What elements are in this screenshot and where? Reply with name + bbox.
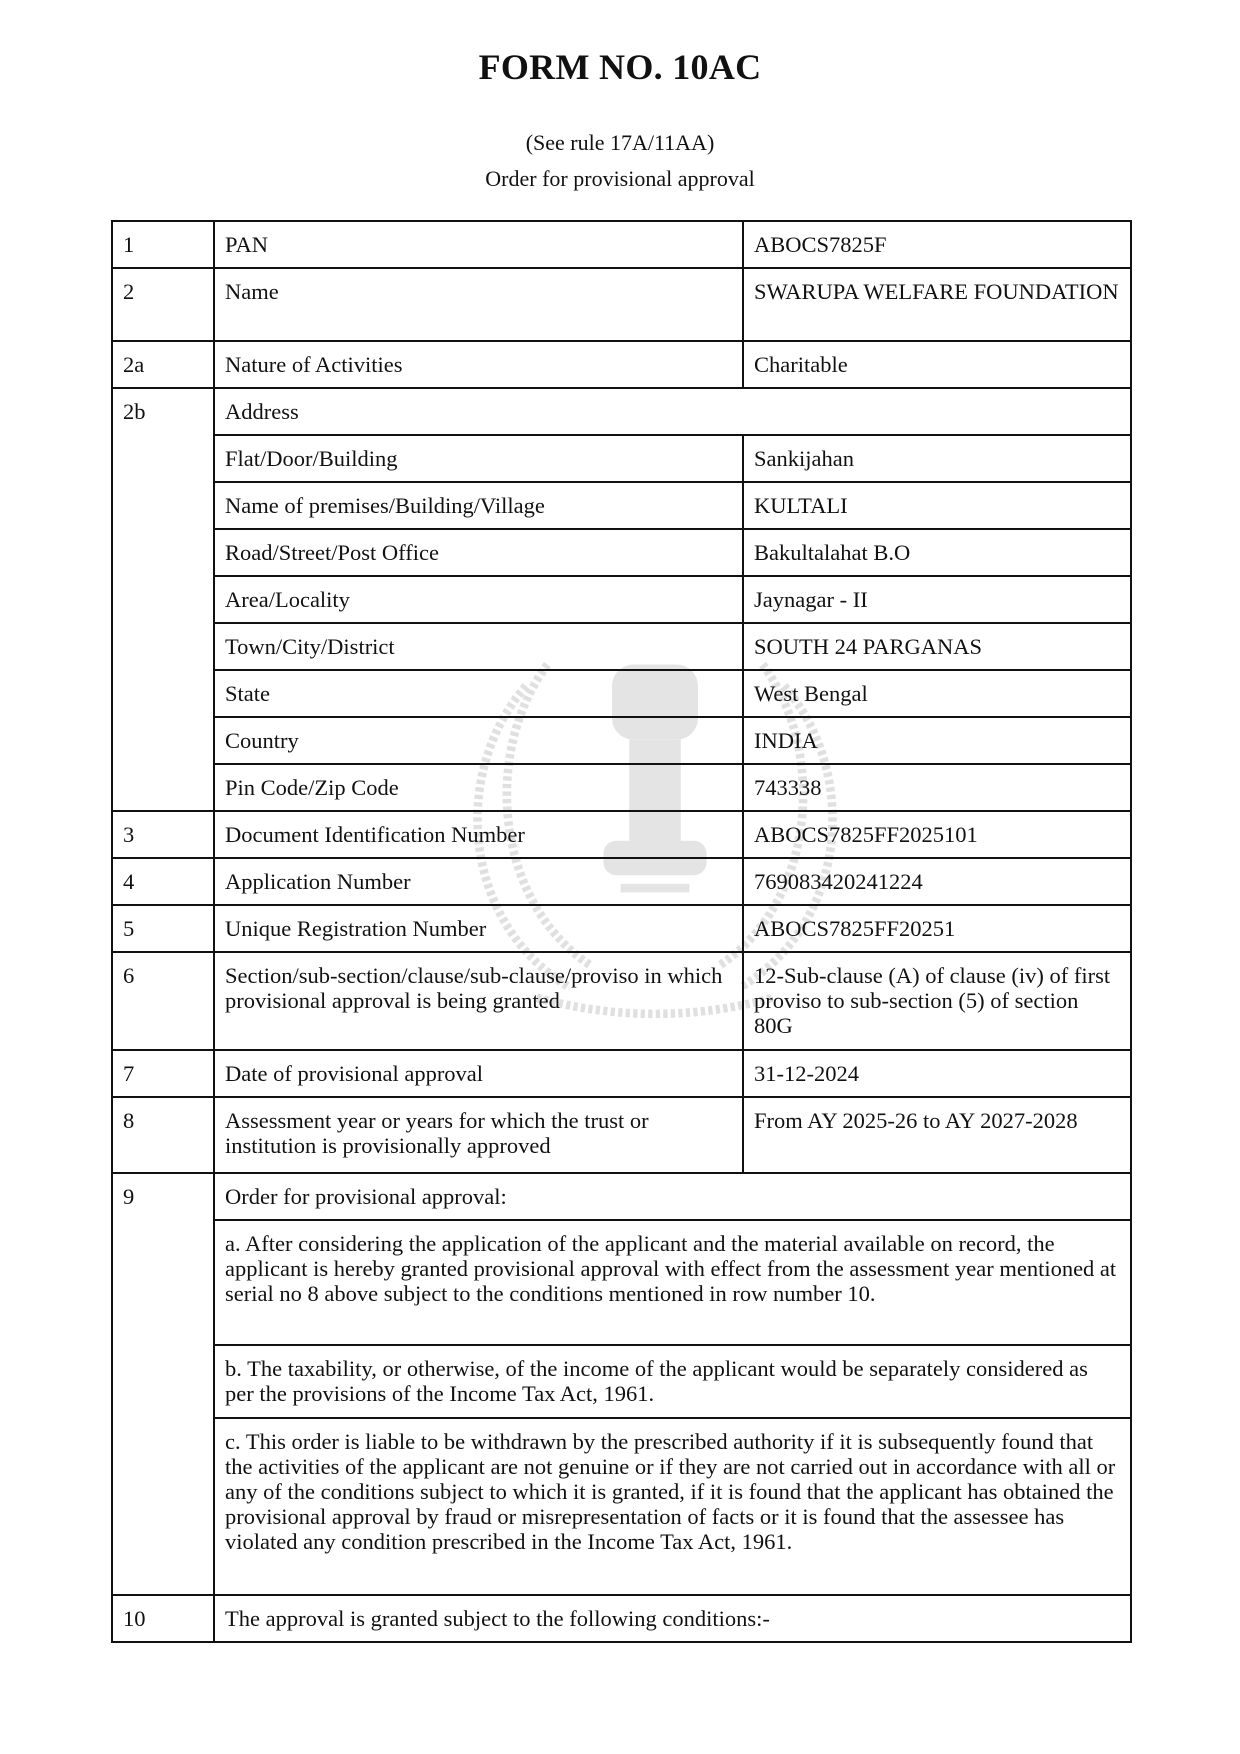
order-paragraph-row (112, 1345, 1131, 1418)
address-field-label: State (214, 670, 743, 717)
address-field-value: Sankijahan (743, 435, 1131, 482)
address-field-row (112, 764, 1131, 811)
form-title: FORM NO. 10AC (478, 47, 762, 87)
row-section (112, 952, 1131, 1050)
row-label: PAN (214, 221, 743, 268)
row-label: Nature of Activities (214, 341, 743, 388)
pan-value: ABOCS7825F (743, 221, 1131, 268)
row-number: 5 (112, 905, 214, 952)
address-field-value: INDIA (743, 717, 1131, 764)
address-field-row (112, 717, 1131, 764)
din-value: ABOCS7825FF2025101 (743, 811, 1131, 858)
address-field-row (112, 576, 1131, 623)
row-number: 1 (112, 221, 214, 268)
row-label: Name (214, 268, 743, 341)
row-number: 2 (112, 268, 214, 341)
address-field-label: Name of premises/Building/Village (214, 482, 743, 529)
row-label: Application Number (214, 858, 743, 905)
address-field-label: Country (214, 717, 743, 764)
approval-date-value: 31-12-2024 (743, 1050, 1131, 1097)
address-field-label: Flat/Door/Building (214, 435, 743, 482)
address-field-label: Pin Code/Zip Code (214, 764, 743, 811)
row-address-header (112, 388, 1131, 435)
row-label: Assessment year or years for which the trust or institution is provisionally approved (214, 1097, 743, 1173)
address-field-value: Jaynagar - II (743, 576, 1131, 623)
urn-value: ABOCS7825FF20251 (743, 905, 1131, 952)
row-number: 10 (112, 1595, 214, 1642)
address-field-row (112, 670, 1131, 717)
address-field-label: Road/Street/Post Office (214, 529, 743, 576)
order-paragraph-a: a. After considering the application of the applicant and the material available on record, the applicant is hereby granted provisional approval with effect from the assessment year mentioned at serial no 8 above subject to the conditions mentioned in row number 10. (214, 1220, 1131, 1345)
row-label: Address (214, 388, 1131, 435)
row-label: Order for provisional approval: (214, 1173, 1131, 1220)
row-assessment-years (112, 1097, 1131, 1173)
row-number: 9 (112, 1173, 214, 1595)
address-field-label: Area/Locality (214, 576, 743, 623)
address-field-value: West Bengal (743, 670, 1131, 717)
row-unique-registration-number (112, 905, 1131, 952)
address-field-row (112, 435, 1131, 482)
address-field-row (112, 623, 1131, 670)
row-document-identification-number (112, 811, 1131, 858)
row-label: Document Identification Number (214, 811, 743, 858)
row-date-of-approval (112, 1050, 1131, 1097)
address-field-label: Town/City/District (214, 623, 743, 670)
assessment-years-value: From AY 2025-26 to AY 2027-2028 (743, 1097, 1131, 1173)
form-subtitle: Order for provisional approval (485, 166, 755, 191)
address-field-row (112, 482, 1131, 529)
row-number: 6 (112, 952, 214, 1050)
row-application-number (112, 858, 1131, 905)
row-number: 8 (112, 1097, 214, 1173)
order-paragraph-row (112, 1220, 1131, 1345)
application-number-value: 769083420241224 (743, 858, 1131, 905)
order-paragraph-c: c. This order is liable to be withdrawn by the prescribed authority if it is subsequently found that the activities of the applicant are not genuine or if they are not carried out in accordance with all or any of the conditions subject to which it is granted, if it is found that the applicant has obtained the provisional approval by fraud or misrepresentation of facts or it is found that the assessee has violated any condition prescribed in the Income Tax Act, 1961. (214, 1418, 1131, 1595)
row-order-header (112, 1173, 1131, 1220)
row-number: 2a (112, 341, 214, 388)
row-label: The approval is granted subject to the following conditions:- (214, 1595, 1131, 1642)
order-paragraph-row (112, 1418, 1131, 1595)
name-value: SWARUPA WELFARE FOUNDATION (743, 268, 1131, 341)
row-number: 2b (112, 388, 214, 811)
approval-form-table (111, 220, 1132, 1643)
row-name (112, 268, 1131, 341)
row-number: 4 (112, 858, 214, 905)
row-number: 7 (112, 1050, 214, 1097)
address-field-value: KULTALI (743, 482, 1131, 529)
order-paragraph-b: b. The taxability, or otherwise, of the income of the applicant would be separately considered as per the provisions of the Income Tax Act, 1961. (214, 1345, 1131, 1418)
section-value: 12-Sub-clause (A) of clause (iv) of first proviso to sub-section (5) of section 80G (743, 952, 1131, 1050)
row-label: Date of provisional approval (214, 1050, 743, 1097)
row-number: 3 (112, 811, 214, 858)
row-conditions (112, 1595, 1131, 1642)
address-field-row (112, 529, 1131, 576)
address-field-value: Bakultalahat B.O (743, 529, 1131, 576)
rule-reference: (See rule 17A/11AA) (525, 130, 715, 155)
row-label: Section/sub-section/clause/sub-clause/proviso in which provisional approval is being granted (214, 952, 743, 1050)
row-pan (112, 221, 1131, 268)
address-field-value: 743338 (743, 764, 1131, 811)
row-label: Unique Registration Number (214, 905, 743, 952)
row-nature-of-activities (112, 341, 1131, 388)
nature-value: Charitable (743, 341, 1131, 388)
address-field-value: SOUTH 24 PARGANAS (743, 623, 1131, 670)
